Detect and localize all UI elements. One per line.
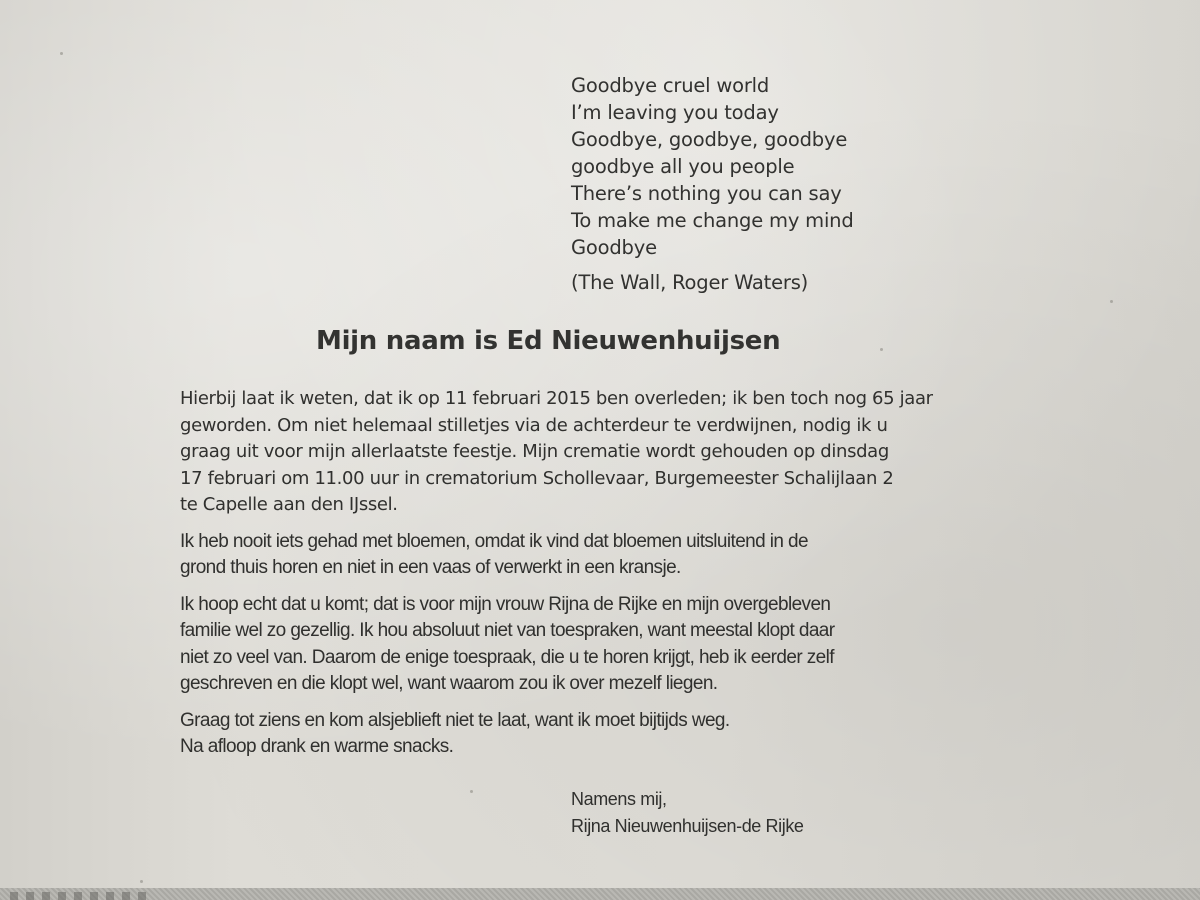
text-line: Ik hoop echt dat u komt; dat is voor mijn vrouw Rijna de Rijke en mijn overgebleven (180, 593, 831, 615)
text-line: te Capelle aan den IJssel. (180, 494, 398, 515)
notice-body (180, 386, 980, 771)
paragraph-speech (180, 592, 980, 698)
paragraph-announcement (180, 386, 980, 519)
poem-block (571, 72, 854, 296)
poem-line: Goodbye (571, 236, 657, 259)
text-line: geworden. Om niet helemaal stilletjes via de achterdeur te verdwijnen, nodig ik u (180, 414, 888, 436)
text-line: geschreven en die klopt wel, want waarom zou ik over mezelf liegen. (180, 673, 718, 694)
text-line: Hierbij laat ik weten, dat ik op 11 februari 2015 ben overleden; ik ben toch nog 65 jaar (180, 388, 933, 409)
poem-line: Goodbye, goodbye, goodbye (571, 128, 848, 151)
poem-line: Goodbye cruel world (571, 74, 770, 97)
text-line: Na afloop drank en warme snacks. (180, 736, 454, 757)
paragraph-flowers (180, 529, 980, 582)
text-line: familie wel zo gezellig. Ik hou absoluut niet van toespraken, want meestal klopt daar (180, 620, 835, 641)
poem-source: (The Wall, Roger Waters) (571, 271, 809, 294)
poem-line: To make me change my mind (571, 209, 854, 232)
text-line: graag uit voor mijn allerlaatste feestje. Mijn crematie wordt gehouden op dinsdag (180, 441, 889, 462)
cropped-headline (10, 892, 150, 900)
notice-heading: Mijn naam is Ed Nieuwenhuijsen (316, 326, 781, 356)
paper-speck (1110, 300, 1113, 303)
text-line: grond thuis horen en niet in een vaas of verwerkt in een kransje. (180, 557, 681, 578)
paragraph-closing (180, 708, 980, 761)
next-article-header-band (0, 888, 1200, 900)
signature-greeting: Namens mij, (571, 789, 667, 809)
text-line: niet zo veel van. Daarom de enige toespraak, die u te horen krijgt, heb ik eerder zelf (180, 646, 834, 668)
text-line: Ik heb nooit iets gehad met bloemen, omdat ik vind dat bloemen uitsluitend in de (180, 530, 808, 552)
poem-line: I’m leaving you today (571, 101, 779, 124)
paper-speck (60, 52, 63, 55)
poem-line: goodbye all you people (571, 155, 795, 178)
text-line: 17 februari om 11.00 uur in crematorium Schollevaar, Burgemeester Schalijlaan 2 (180, 467, 894, 489)
signature-block (571, 786, 804, 840)
paper-speck (880, 348, 883, 351)
paper-speck (140, 880, 143, 883)
text-line: Graag tot ziens en kom alsjeblieft niet te laat, want ik moet bijtijds weg. (180, 709, 730, 731)
signature-name: Rijna Nieuwenhuijsen-de Rijke (571, 816, 804, 836)
poem-line: There’s nothing you can say (571, 182, 842, 205)
paper-speck (470, 790, 473, 793)
